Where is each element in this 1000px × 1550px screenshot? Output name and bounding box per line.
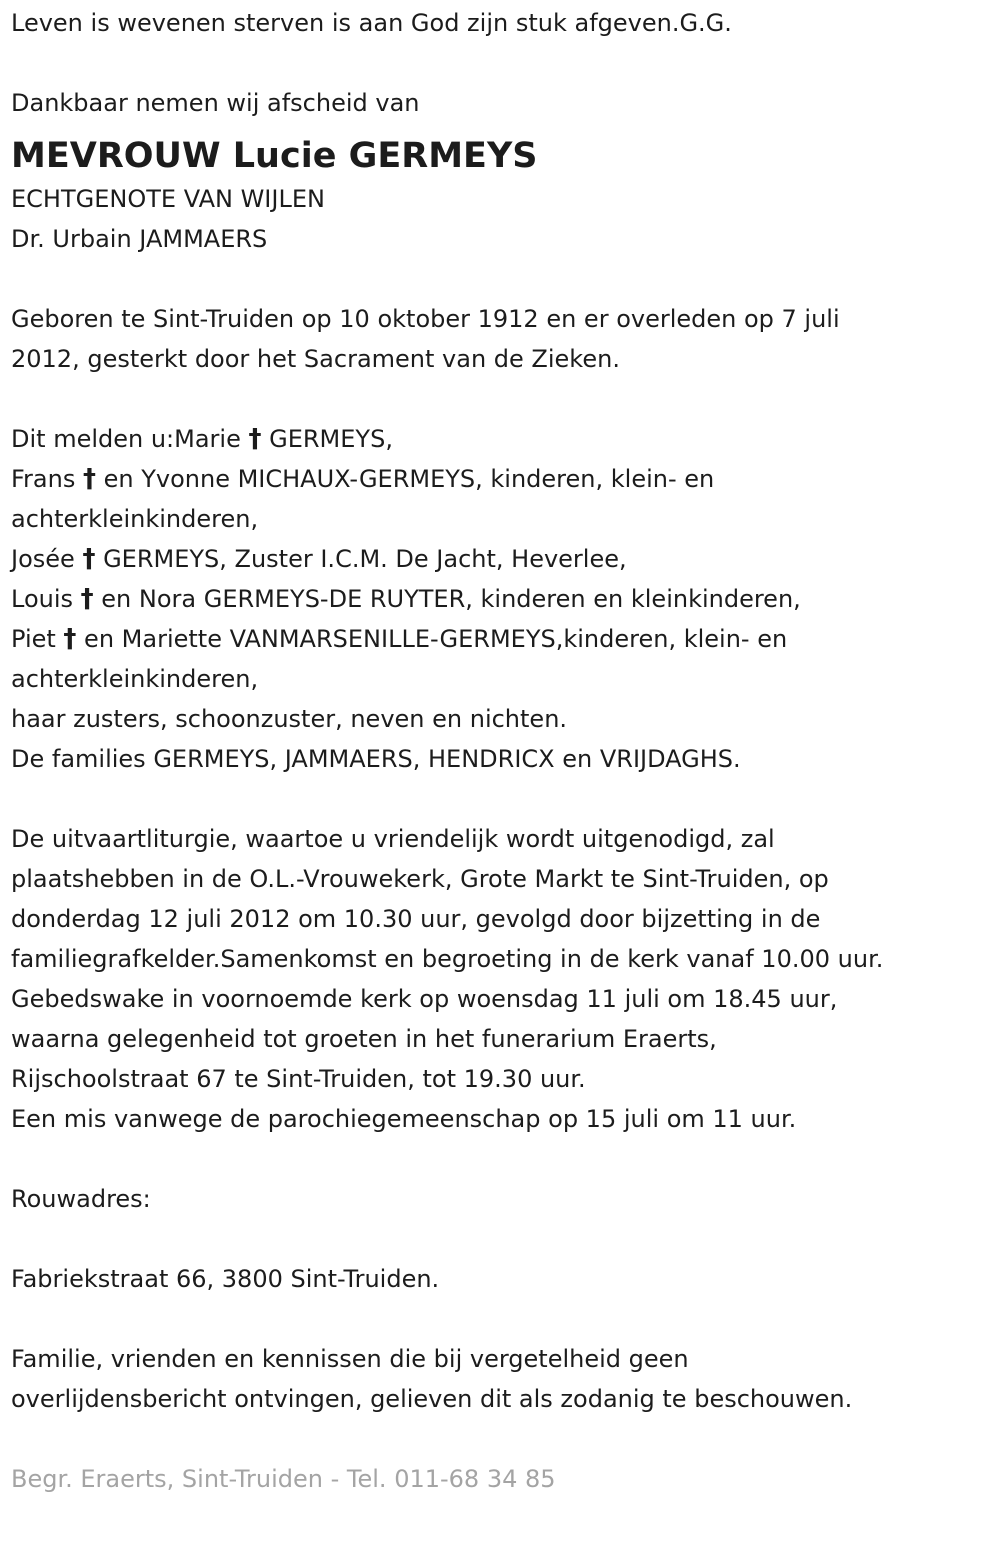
service-line-7: Rijschoolstraat 67 te Sint-Truiden, tot 19.30 uur. (11, 1065, 586, 1093)
spacer (11, 1219, 1000, 1259)
service-line-3: donderdag 12 juli 2012 om 10.30 uur, gevolgd door bijzetting in de (11, 905, 821, 933)
family-line-1 (11, 419, 1000, 459)
family-text: en Mariette VANMARSENILLE-GERMEYS,kinderen, klein- en (76, 625, 788, 653)
spacer (11, 379, 1000, 419)
service-line-6: waarna gelegenheid tot groeten in het funerarium Eraerts, (11, 1025, 717, 1053)
cross-icon: † (248, 424, 262, 454)
family-line-6 (11, 619, 1000, 659)
family-text: Piet (11, 625, 64, 653)
service-line-4: familiegrafkelder.Samenkomst en begroeting in de kerk vanaf 10.00 uur. (11, 945, 884, 973)
birth-line-2: 2012, gesterkt door het Sacrament van de Zieken. (11, 345, 620, 373)
cross-icon: † (80, 584, 94, 614)
spouse-line: Dr. Urbain JAMMAERS (11, 225, 268, 253)
family-line-8: haar zusters, schoonzuster, neven en nichten. (11, 705, 568, 733)
cross-icon: † (82, 464, 96, 494)
family-line-3: achterkleinkinderen, (11, 505, 259, 533)
address-label: Rouwadres: (11, 1185, 151, 1213)
service-line-5: Gebedswake in voornoemde kerk op woensdag 11 juli om 18.45 uur, (11, 985, 838, 1013)
family-line-5 (11, 579, 1000, 619)
family-line-4 (11, 539, 1000, 579)
family-line-7: achterkleinkinderen, (11, 665, 259, 693)
family-line-2 (11, 459, 1000, 499)
spacer (11, 1139, 1000, 1179)
cross-icon: † (63, 624, 77, 654)
spacer (11, 779, 1000, 819)
birth-line-1: Geboren te Sint-Truiden op 10 oktober 1912 en er overleden op 7 juli (11, 305, 840, 333)
cross-icon: † (82, 544, 96, 574)
service-line-8: Een mis vanwege de parochiegemeenschap op 15 juli om 11 uur. (11, 1105, 797, 1133)
family-text: Frans (11, 465, 83, 493)
motto-line: Leven is wevenen sterven is aan God zijn stuk afgeven.G.G. (11, 9, 732, 37)
family-text: Dit melden u:Marie (11, 425, 249, 453)
family-text: Louis (11, 585, 81, 613)
spacer (11, 259, 1000, 299)
spacer (11, 1419, 1000, 1459)
notice-line-2: overlijdensbericht ontvingen, gelieven dit als zodanig te beschouwen. (11, 1385, 853, 1413)
family-text: en Nora GERMEYS-DE RUYTER, kinderen en kleinkinderen, (93, 585, 801, 613)
spacer (11, 43, 1000, 83)
address-value: Fabriekstraat 66, 3800 Sint-Truiden. (11, 1265, 440, 1293)
family-text: GERMEYS, (261, 425, 393, 453)
funeral-home-footer: Begr. Eraerts, Sint-Truiden - Tel. 011-68 34 85 (11, 1465, 556, 1493)
family-line-9: De families GERMEYS, JAMMAERS, HENDRICX en VRIJDAGHS. (11, 745, 741, 773)
service-line-2: plaatshebben in de O.L.-Vrouwekerk, Grote Markt te Sint-Truiden, op (11, 865, 829, 893)
deceased-name: MEVROUW Lucie GERMEYS (11, 136, 538, 176)
farewell-line: Dankbaar nemen wij afscheid van (11, 89, 420, 117)
family-text: en Yvonne MICHAUX-GERMEYS, kinderen, klein- en (95, 465, 715, 493)
notice-line-1: Familie, vrienden en kennissen die bij vergetelheid geen (11, 1345, 689, 1373)
service-line-1: De uitvaartliturgie, waartoe u vriendelijk wordt uitgenodigd, zal (11, 825, 775, 853)
spacer (11, 1299, 1000, 1339)
relation-line: ECHTGENOTE VAN WIJLEN (11, 185, 325, 213)
family-text: GERMEYS, Zuster I.C.M. De Jacht, Heverlee, (95, 545, 627, 573)
family-text: Josée (11, 545, 83, 573)
